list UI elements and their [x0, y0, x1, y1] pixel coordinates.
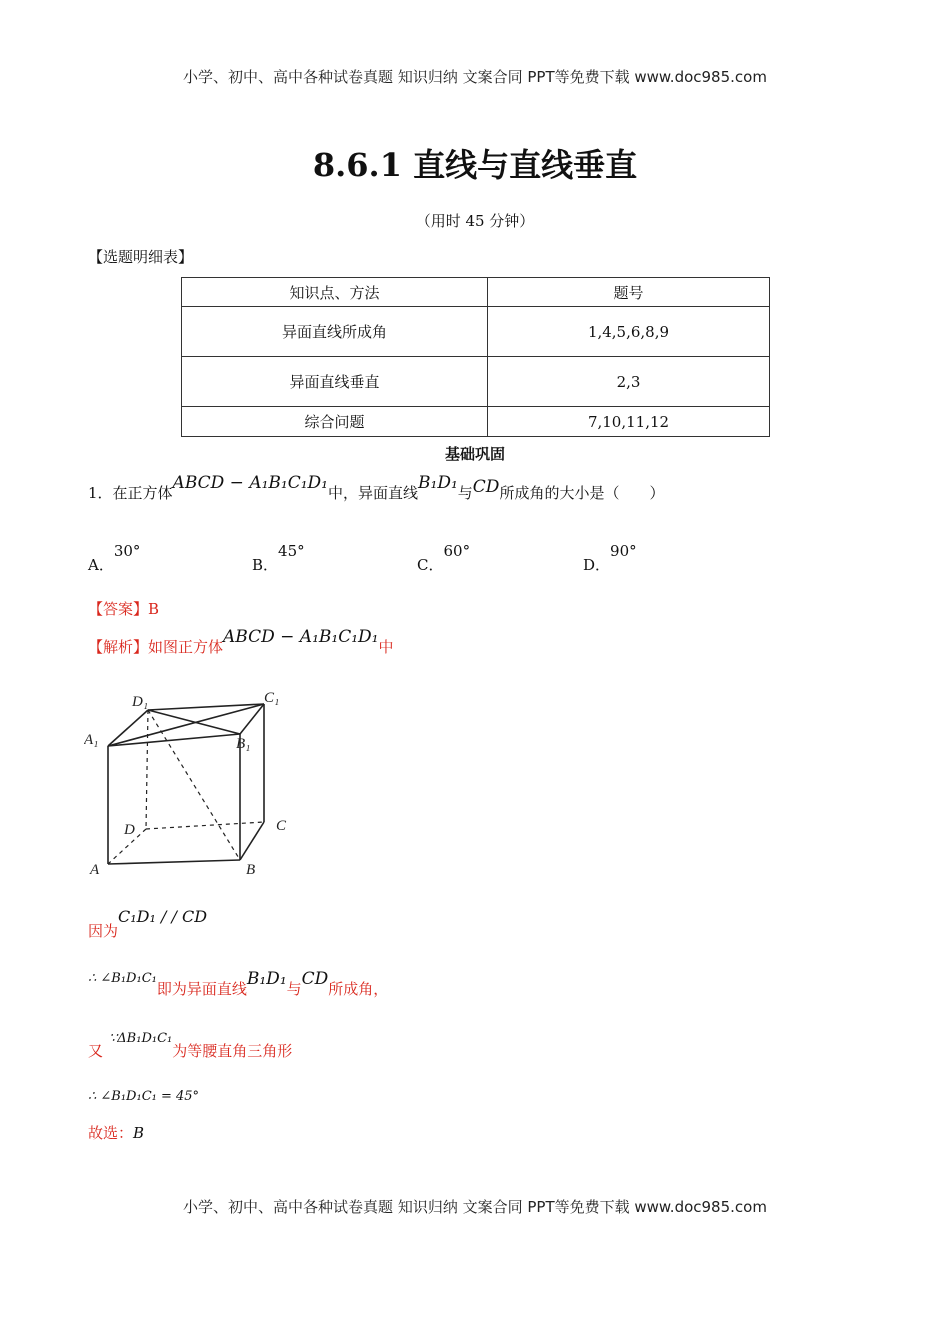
- page-header: 小学、初中、高中各种试卷真题 知识归纳 文案合同 PPT等免费下载 www.doc985.com: [183, 68, 767, 86]
- table-cell: 综合问题: [182, 407, 488, 437]
- option-value: 45°: [278, 542, 305, 560]
- cube-figure: [84, 684, 304, 880]
- table-cell: 异面直线所成角: [182, 307, 488, 357]
- option-a: [88, 540, 141, 574]
- page-title: 8.6.1 直线与直线垂直: [312, 146, 638, 184]
- page-footer: 小学、初中、高中各种试卷真题 知识归纳 文案合同 PPT等免费下载 www.doc985.com: [183, 1198, 767, 1216]
- cube-edge: [108, 860, 240, 864]
- step-3: [88, 1026, 293, 1060]
- cube-hidden-edge: [146, 710, 148, 829]
- step-text: 故选：: [88, 1124, 134, 1142]
- option-label: A．: [88, 556, 114, 574]
- option-value: 90°: [610, 542, 637, 560]
- table-header-cell: 知识点、方法: [182, 278, 488, 307]
- detail-table-label: 【选题明细表】: [88, 248, 194, 266]
- vertex-label: C: [276, 818, 287, 834]
- cube-edge: [240, 822, 264, 860]
- vertex-label: D₁: [132, 694, 149, 710]
- step-text: 因为: [88, 922, 119, 940]
- option-label: C．: [417, 556, 444, 574]
- math-expression: B₁D₁: [418, 473, 458, 493]
- step-text: 又: [88, 1042, 104, 1060]
- table-row: [182, 357, 770, 407]
- step-1: [88, 906, 208, 940]
- math-expression: C₁D₁ / / CD: [118, 907, 208, 926]
- answer-label: 【答案】: [88, 600, 149, 618]
- math-expression: ∴ ∠B₁D₁C₁ = 45°: [88, 1089, 200, 1104]
- step-2: [88, 968, 389, 998]
- table-cell: 2,3: [488, 357, 770, 407]
- cube-hidden-diagonal: [148, 710, 240, 860]
- table-row: [182, 407, 770, 437]
- answer: [88, 598, 159, 619]
- time-limit: （用时 45 分钟）: [415, 212, 535, 230]
- analysis-text: 中: [378, 638, 394, 656]
- option-c: [417, 540, 471, 574]
- option-value: 60°: [443, 542, 471, 560]
- vertex-label: C₁: [264, 690, 280, 706]
- step-text: 为等腰直角三角形: [172, 1042, 293, 1060]
- question-text: 所成角的大小是（ ）: [499, 484, 665, 502]
- vertex-label: A: [90, 862, 100, 878]
- analysis: [88, 627, 394, 657]
- question-number: 1．在正方体: [88, 484, 173, 502]
- math-expression: B₁D₁: [246, 969, 287, 989]
- detail-table: [181, 277, 770, 437]
- option-b: [252, 540, 305, 574]
- section-heading: 基础巩固: [444, 445, 505, 463]
- math-expression: ∵ΔB₁D₁C₁: [109, 1031, 173, 1046]
- analysis-text: 如图正方体: [148, 638, 224, 656]
- table-row: [182, 307, 770, 357]
- math-expression: CD: [301, 969, 329, 989]
- cube-hidden-edge: [146, 822, 264, 829]
- step-text: 与: [286, 980, 302, 998]
- cube-edge: [240, 704, 264, 734]
- table-cell: 1,4,5,6,8,9: [488, 307, 770, 357]
- math-expression: ABCD − A₁B₁C₁D₁: [223, 627, 379, 647]
- math-expression: CD: [472, 477, 500, 497]
- option-label: B．: [252, 556, 279, 574]
- table-header-cell: 题号: [488, 278, 770, 307]
- vertex-label: B: [246, 862, 256, 878]
- option-d: [583, 540, 637, 574]
- math-expression: ∴ ∠B₁D₁C₁: [88, 971, 157, 986]
- math-expression: B: [133, 1124, 145, 1142]
- analysis-label: 【解析】: [88, 638, 149, 656]
- question-text: 与: [457, 484, 473, 502]
- option-value: 30°: [113, 542, 141, 560]
- question-1: [88, 473, 665, 503]
- table-cell: 7,10,11,12: [488, 407, 770, 437]
- option-label: D．: [583, 556, 611, 574]
- vertex-label: A₁: [84, 732, 99, 748]
- question-text: 中，异面直线: [328, 484, 419, 502]
- table-header-row: [182, 278, 770, 307]
- vertex-label: D: [124, 822, 135, 838]
- table-cell: 异面直线垂直: [182, 357, 488, 407]
- answer-value: B: [148, 600, 160, 618]
- vertex-label: B₁: [236, 736, 251, 752]
- step-4: [88, 1086, 199, 1104]
- step-5: [88, 1122, 144, 1143]
- step-text: 即为异面直线: [156, 980, 247, 998]
- math-expression: ABCD − A₁B₁C₁D₁: [172, 473, 328, 493]
- step-text: 所成角，: [328, 980, 389, 998]
